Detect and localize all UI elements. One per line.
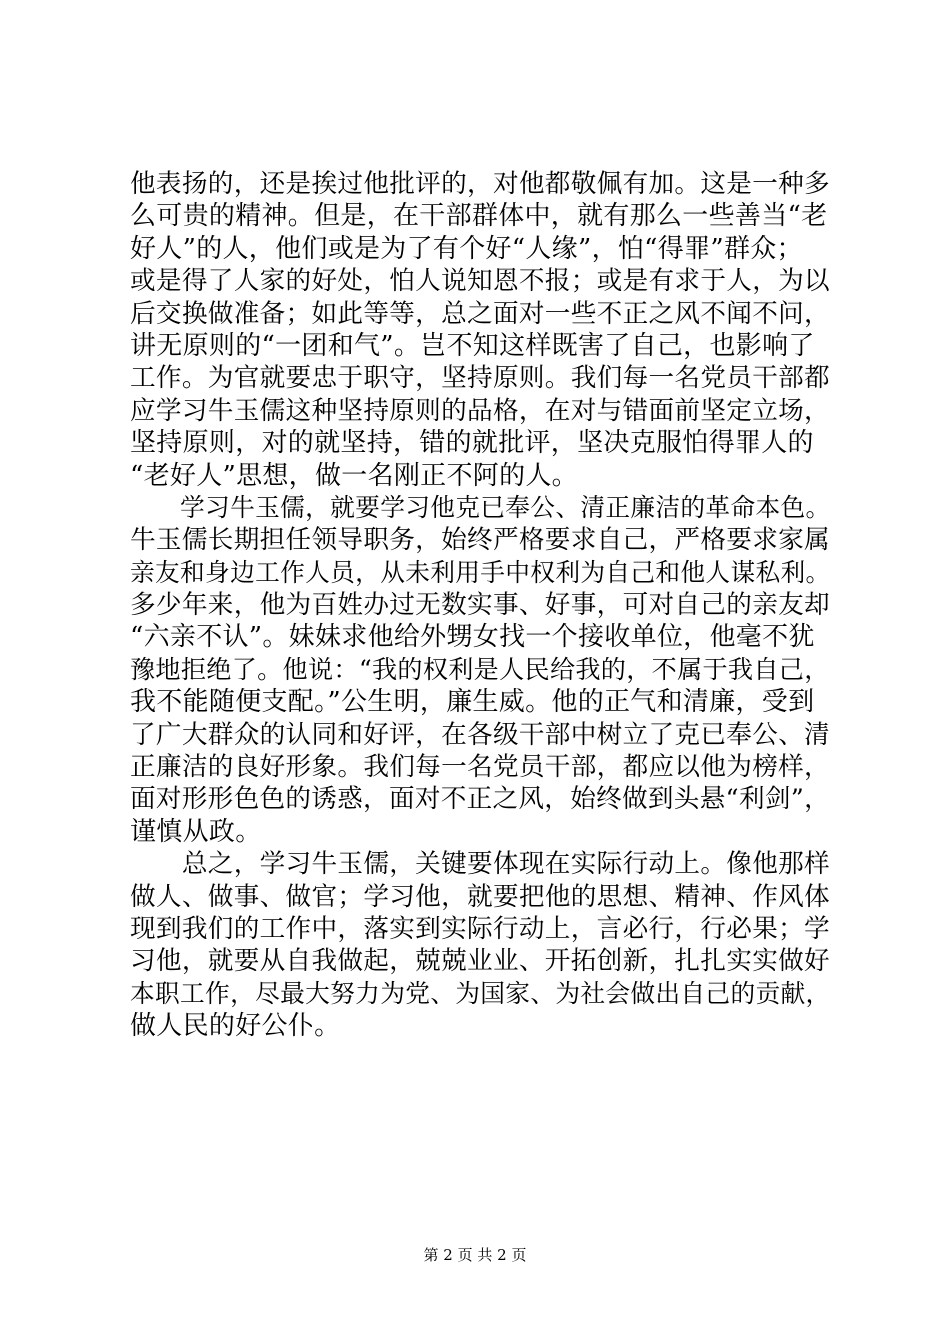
- text-line: 总之，学习牛玉儒，关键要体现在实际行动上。像他那样: [130, 849, 830, 880]
- document-body: [130, 168, 830, 1043]
- text-line: 谨慎从政。: [130, 816, 262, 847]
- text-line: “六亲不认”。妹妹求他给外甥女找一个接收单位，他毫不犹: [130, 622, 815, 653]
- text-line: 后交换做准备；如此等等，总之面对一些不正之风不闻不问，: [130, 298, 830, 329]
- text-line: 他表扬的，还是挨过他批评的，对他都敬佩有加。这是一种多: [130, 169, 830, 199]
- text-line: “老好人”思想，做一名刚正不阿的人。: [130, 460, 578, 491]
- text-line: 多少年来，他为百姓办过无数实事、好事，可对自己的亲友却: [130, 590, 830, 621]
- text-line: 正廉洁的良好形象。我们每一名党员干部，都应以他为榜样，: [130, 752, 830, 783]
- text-line: 亲友和身边工作人员，从未利用手中权利为自己和他人谋私利。: [130, 557, 831, 587]
- text-line: 豫地拒绝了。他说：“我的权利是人民给我的，不属于我自己，: [130, 654, 830, 684]
- text-line: 做人、做事、做官；学习他，就要把他的思想、精神、作风体: [130, 881, 830, 912]
- text-line: 好人”的人，他们或是为了有个好“人缘”，怕“得罪”群众；: [130, 233, 803, 264]
- text-line: 本职工作，尽最大努力为党、为国家、为社会做出自己的贡献，: [130, 978, 831, 1008]
- text-line: 习他，就要从自我做起，兢兢业业、开拓创新，扎扎实实做好: [130, 946, 830, 977]
- text-line: 做人民的好公仆。: [130, 1011, 341, 1042]
- text-line: 现到我们的工作中，落实到实际行动上，言必行，行必果；学: [130, 913, 830, 944]
- text-line: 坚持原则，对的就坚持，错的就批评，坚决克服怕得罪人的: [130, 428, 814, 459]
- text-line: 了广大群众的认同和好评，在各级干部中树立了克已奉公、清: [130, 719, 830, 750]
- text-line: 面对形形色色的诱惑，面对不正之风，始终做到头悬“利剑”，: [130, 784, 831, 815]
- text-line: 我不能随便支配。”公生明，廉生威。他的正气和清廉，受到: [130, 687, 815, 718]
- text-line: 工作。为官就要忠于职守，坚持原则。我们每一名党员干部都: [130, 363, 830, 394]
- text-line: 学习牛玉儒，就要学习他克已奉公、清正廉洁的革命本色。: [130, 492, 831, 522]
- text-line: 或是得了人家的好处，怕人说知恩不报；或是有求于人，为以: [130, 266, 830, 297]
- text-line: 牛玉儒长期担任领导职务，始终严格要求自己，严格要求家属: [130, 525, 830, 556]
- text-line: 么可贵的精神。但是，在干部群体中，就有那么一些善当“老: [130, 201, 828, 232]
- text-line: 应学习牛玉儒这种坚持原则的品格，在对与错面前坚定立场，: [130, 395, 830, 426]
- text-line: 讲无原则的“一团和气”。岂不知这样既害了自己，也影响了: [130, 330, 815, 361]
- page-footer: 第 2 页 共 2 页: [423, 1246, 527, 1264]
